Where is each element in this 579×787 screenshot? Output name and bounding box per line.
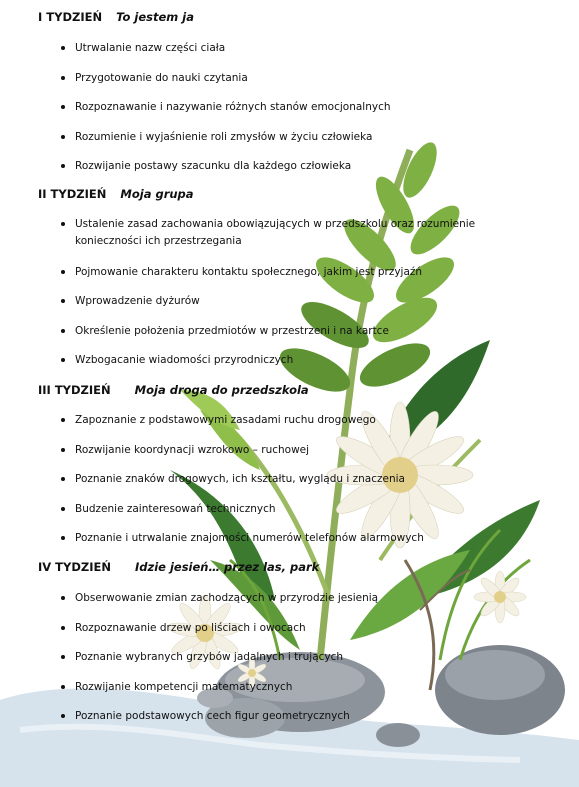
week-heading-3 [38, 383, 309, 397]
list-item: Rozwijanie koordynacji wzrokowo – ruchowej [0, 442, 505, 458]
list-item: Rozpoznawanie i nazywanie różnych stanów emocjonalnych [0, 99, 505, 115]
list-item: Pojmowanie charakteru kontaktu społecznego, jakim jest przyjaźń [0, 264, 505, 280]
week-label: II TYDZIEŃ [38, 187, 107, 201]
list-item: Rozumienie i wyjaśnienie roli zmysłów w życiu człowieka [0, 129, 505, 145]
list-item: Przygotowanie do nauki czytania [0, 70, 505, 86]
list-item: Wprowadzenie dyżurów [0, 293, 505, 309]
list-item: Poznanie podstawowych cech figur geometrycznych [0, 708, 505, 724]
week-2-list [0, 216, 505, 382]
list-item: Utrwalanie nazw części ciała [0, 40, 505, 56]
week-label: I TYDZIEŃ [38, 10, 103, 24]
list-item: Obserwowanie zmian zachodzących w przyrodzie jesienią [0, 590, 505, 606]
list-item: Poznanie znaków drogowych, ich kształtu, wyglądu i znaczenia [0, 471, 505, 487]
list-item: Rozpoznawanie drzew po liściach i owocach [0, 620, 505, 636]
week-label: IV TYDZIEŃ [38, 560, 111, 574]
week-3-list [0, 412, 505, 560]
list-item: Rozwijanie kompetencji matematycznych [0, 679, 505, 695]
list-item: Poznanie i utrwalanie znajomości numerów telefonów alarmowych [0, 530, 505, 546]
week-theme: Moja grupa [120, 187, 194, 201]
week-theme: To jestem ja [116, 10, 194, 24]
list-item: Rozwijanie postawy szacunku dla każdego człowieka [0, 158, 505, 174]
list-item: Ustalenie zasad zachowania obowiązujących w przedszkolu oraz rozumienie konieczności ich przestrzegania [0, 216, 505, 250]
list-item: Budzenie zainteresowań technicznych [0, 501, 505, 517]
week-heading-4 [38, 560, 319, 574]
week-1-list [0, 40, 505, 188]
week-heading-1 [38, 10, 194, 24]
list-item: Wzbogacanie wiadomości przyrodniczych [0, 352, 505, 368]
list-item: Zapoznanie z podstawowymi zasadami ruchu drogowego [0, 412, 505, 428]
week-theme: Moja droga do przedszkola [134, 383, 309, 397]
week-theme: Idzie jesień… przez las, park [135, 560, 320, 574]
week-heading-2 [38, 187, 194, 201]
week-4-list [0, 590, 505, 738]
list-item: Poznanie wybranych grzybów jadalnych i trujących [0, 649, 505, 665]
list-item: Określenie położenia przedmiotów w przestrzeni i na kartce [0, 323, 505, 339]
week-label: III TYDZIEŃ [38, 383, 111, 397]
